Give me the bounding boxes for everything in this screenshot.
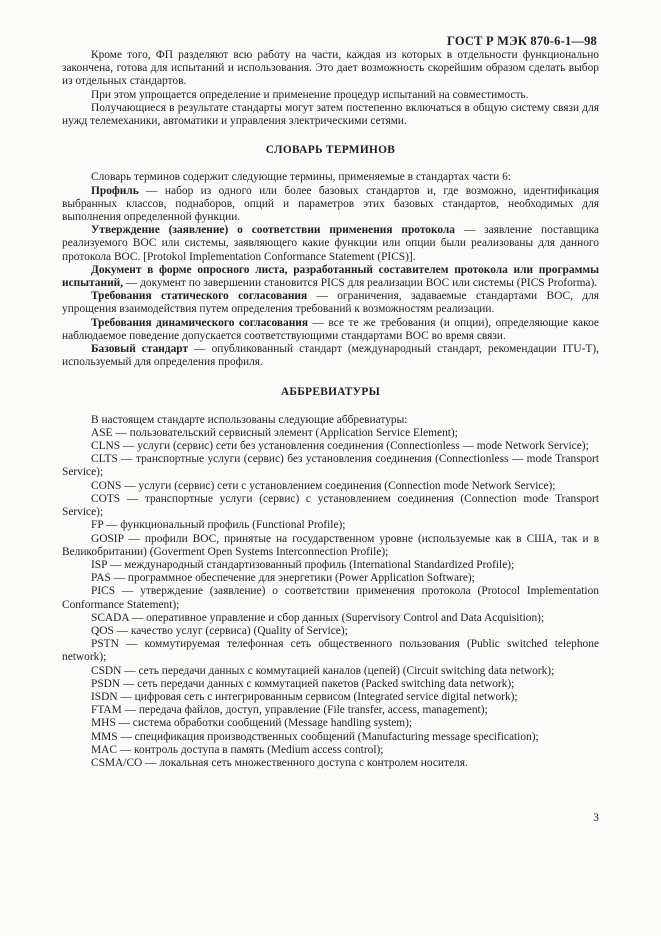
abbreviation-item: CLNS — услуги (сервис) сети без установления соединения (Connectionless — mode Network Service); — [91, 440, 589, 453]
abbreviation-item: ISP — международный стандартизованный профиль (International Standardized Profile); — [91, 558, 515, 571]
page-number: 3 — [593, 812, 599, 824]
abbreviation-item: QOS — качество услуг (сервиса) (Quality of Service); — [91, 624, 348, 637]
glossary-lead: Словарь терминов содержит следующие термины, применяемые в стандартах части 6: — [91, 171, 511, 184]
glossary-heading: СЛОВАРЬ ТЕРМИНОВ — [265, 144, 396, 157]
abbreviation-item: ASE — пользовательский сервисный элемент (Application Service Element); — [91, 426, 458, 439]
abbreviation-item: COTS — транспортные услуги (сервис) с установлением соединения (Connection mode Transport Service); — [62, 492, 599, 519]
abbreviation-item: MAC — контроль доступа в память (Medium access control); — [91, 743, 384, 756]
term-definition: — все те же требования (и опции), определяющие какое наблюдаемое поведение допускается соответствующими стандартами ВОС во время связи. — [62, 316, 599, 342]
abbreviation-item: CONS — услуги (сервис) сети с установлением соединения (Connection mode Network Service); — [91, 479, 556, 492]
glossary-term-item — [62, 264, 599, 290]
term-definition: — заявление поставщика реализуемого ВОС или системы, заявляющего какие функции или опции были реализованы для данного протокола ВОС. [Protokol Implementation Conformance Statement (PICS)]. — [62, 224, 599, 263]
abbreviation-item: CSDN — сеть передачи данных с коммутацией каналов (цепей) (Circuit switching data network); — [91, 664, 555, 677]
term-definition: — набор из одного или более базовых стандартов и, где возможно, идентификация выбранных классов, поднаборов, опций и параметров этих базовых стандартов, необходимых для выполнения определенной функции. — [62, 184, 599, 224]
abbreviations-lead: В настоящем стандарте использованы следующие аббревиатуры: — [91, 413, 408, 426]
abbreviation-item: FP — функциональный профиль (Functional Profile); — [91, 519, 346, 532]
abbreviation-item: PSTN — коммутируемая телефонная сеть общественного пользования (Public switched telephone network); — [62, 638, 599, 664]
abbreviation-item: MMS — спецификация производственных сообщений (Manufacturing message specification); — [91, 730, 539, 743]
intro-paragraph: При этом упрощается определение и применение процедур испытаний на совместимость. — [91, 88, 529, 101]
term-name: Профиль — [91, 184, 139, 197]
term-name: Требования статического согласования — [91, 290, 308, 303]
document-header: ГОСТ Р МЭК 870-6-1—98 — [446, 34, 597, 48]
abbreviation-item: ISDN — цифровая сеть с интегрированным сервисом (Integrated service digital network); — [91, 690, 518, 703]
abbreviations-heading: АББРЕВИАТУРЫ — [280, 386, 381, 399]
term-name: Требования динамического согласования — [91, 316, 308, 329]
abbreviation-item: GOSIP — профили ВОС, принятые на государственном уровне (используемые как в США, так и в Великобритании) (Goverment Open Systems Interconnection Profile); — [62, 532, 599, 558]
term-name: Документ в форме опросного листа, разработанный составителем протокола или программы испытаний, — [62, 263, 599, 290]
page-body — [62, 49, 599, 770]
abbreviation-item: PAS — программное обеспечение для энергетики (Power Application Software); — [91, 572, 475, 585]
intro-paragraph: Получающиеся в результате стандарты могут затем постепенно включаться в общую систему связи для нужд телемеханики, автоматики и управления электрическими сетями. — [62, 101, 599, 128]
term-definition: — ограничения, задаваемые стандартами ВОС, для упрощения взаимодействия путем определения требований к возможностям реализации. — [62, 290, 599, 316]
abbreviations-list — [62, 427, 599, 770]
abbreviation-item: PICS — утверждение (заявление) о соответствии применения протокола (Protocol Implementation Conformance Statement); — [62, 585, 599, 611]
term-name: Утверждение (заявление) о соответствии применения протокола — [91, 224, 456, 237]
term-name: Базовый стандарт — [91, 343, 189, 356]
abbreviation-item: SCADA — оперативное управление и сбор данных (Supervisory Control and Data Acquisition); — [91, 611, 545, 624]
glossary-term-item — [62, 185, 599, 225]
term-definition: — опубликованный стандарт (международный стандарт, рекомендации ITU-T), используемый для определения профиля. — [62, 343, 599, 369]
abbreviation-item: CSMA/CO — локальная сеть множественного доступа с контролем носителя. — [91, 756, 468, 769]
abbreviation-item: MHS — система обработки сообщений (Message handling system); — [91, 717, 413, 730]
intro-paragraph: Кроме того, ФП разделяют всю работу на части, каждая из которых в отдельности функционально закончена, готова для испытаний и использования. Это дает возможность скорейшим образом сделать выбор из отдельных стандартов. — [62, 49, 599, 88]
glossary-term-item — [62, 343, 599, 369]
abbreviation-item: PSDN — сеть передачи данных с коммутацией пакетов (Packed switching data network); — [91, 677, 515, 690]
term-definition: — документ по завершении становится PICS для реализации ВОС или системы (PICS Proforma). — [123, 277, 598, 290]
glossary-term-item — [62, 290, 599, 316]
glossary-term-item — [62, 317, 599, 343]
abbreviation-item: FTAM — передача файлов, доступ, управление (File transfer, access, management); — [91, 704, 488, 717]
glossary-term-item — [62, 224, 599, 264]
abbreviation-item: CLTS — транспортные услуги (сервис) без установления соединения (Connectionless — mode Transport Service); — [62, 453, 599, 479]
